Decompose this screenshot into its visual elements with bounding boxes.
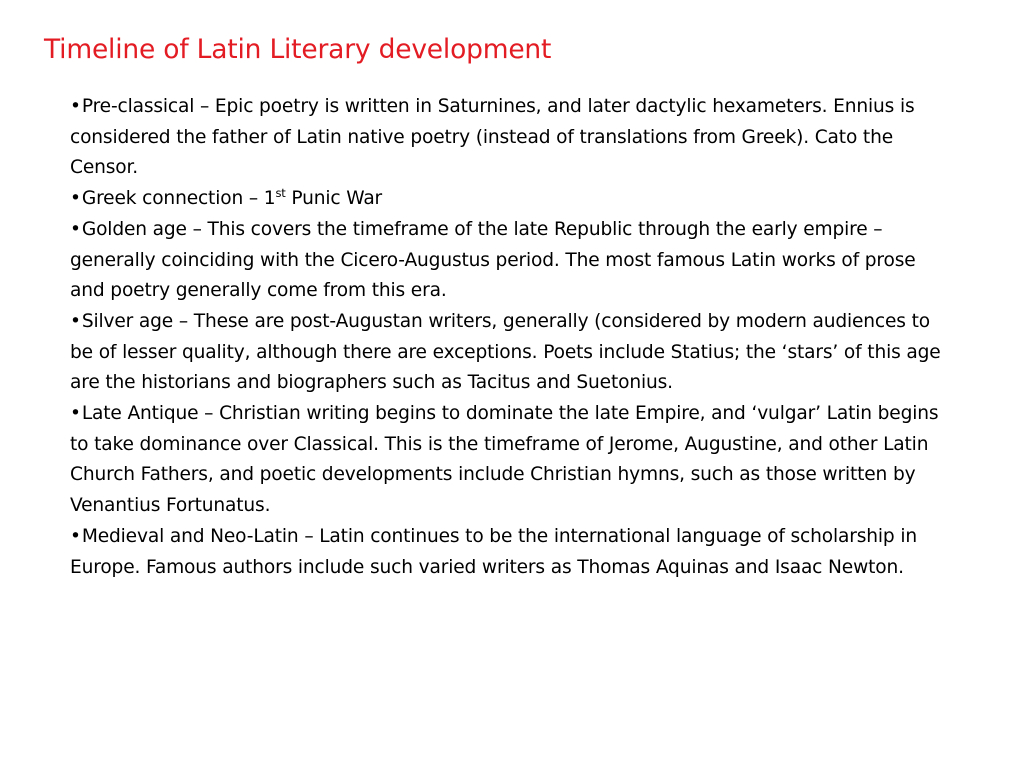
bullet-item-pre-classical bbox=[70, 92, 950, 184]
bullet-text: Pre-classical – Epic poetry is written in Saturnines, and later dactylic hexameters. Ennius is considered the father of Latin native poetry (instead of translations from Greek). Cato the Censor. bbox=[70, 96, 915, 179]
bullet-glyph: • bbox=[70, 96, 81, 117]
bullet-glyph: • bbox=[70, 188, 81, 210]
bullet-text: Medieval and Neo-Latin – Latin continues to be the international language of scholarship in Europe. Famous authors include such varied writers as Thomas Aquinas and Isaac Newton. bbox=[70, 525, 917, 578]
bullet-item-greek-connection bbox=[70, 184, 950, 215]
bullet-text: Late Antique – Christian writing begins to dominate the late Empire, and ‘vulgar’ Latin begins to take dominance over Classical. This is the timeframe of Jerome, Augustine, and other Latin Church Fathers, and poetic developments include Christian hymns, such as those written by Venantius Fortunatus. bbox=[70, 403, 939, 517]
bullet-glyph: • bbox=[70, 218, 81, 240]
bullet-glyph: • bbox=[70, 403, 81, 425]
bullet-text: Greek connection – 1 bbox=[81, 188, 276, 210]
bullet-item-golden-age bbox=[70, 215, 950, 307]
bullet-item-silver-age bbox=[70, 307, 950, 399]
bullet-glyph: • bbox=[70, 525, 81, 547]
bullet-glyph: • bbox=[70, 310, 81, 332]
ordinal-superscript: st bbox=[275, 185, 286, 200]
bullet-text: Silver age – These are post-Augustan writers, generally (considered by modern audiences to be of lesser quality, although there are exceptions. Poets include Statius; the ‘stars’ of this age are the historians and biographers such as Tacitus and Suetonius. bbox=[70, 310, 941, 394]
bullet-text-continued: Punic War bbox=[285, 188, 383, 210]
bullet-text: Golden age – This covers the timeframe of the late Republic through the early empire – generally coinciding with the Cicero-Augustus period. The most famous Latin works of prose and poetry generally come from this era. bbox=[70, 218, 916, 302]
slide-title: Timeline of Latin Literary development bbox=[44, 34, 552, 65]
bullet-item-medieval-neo-latin bbox=[70, 522, 950, 583]
bullet-item-late-antique bbox=[70, 399, 950, 522]
bullet-list bbox=[70, 92, 950, 583]
